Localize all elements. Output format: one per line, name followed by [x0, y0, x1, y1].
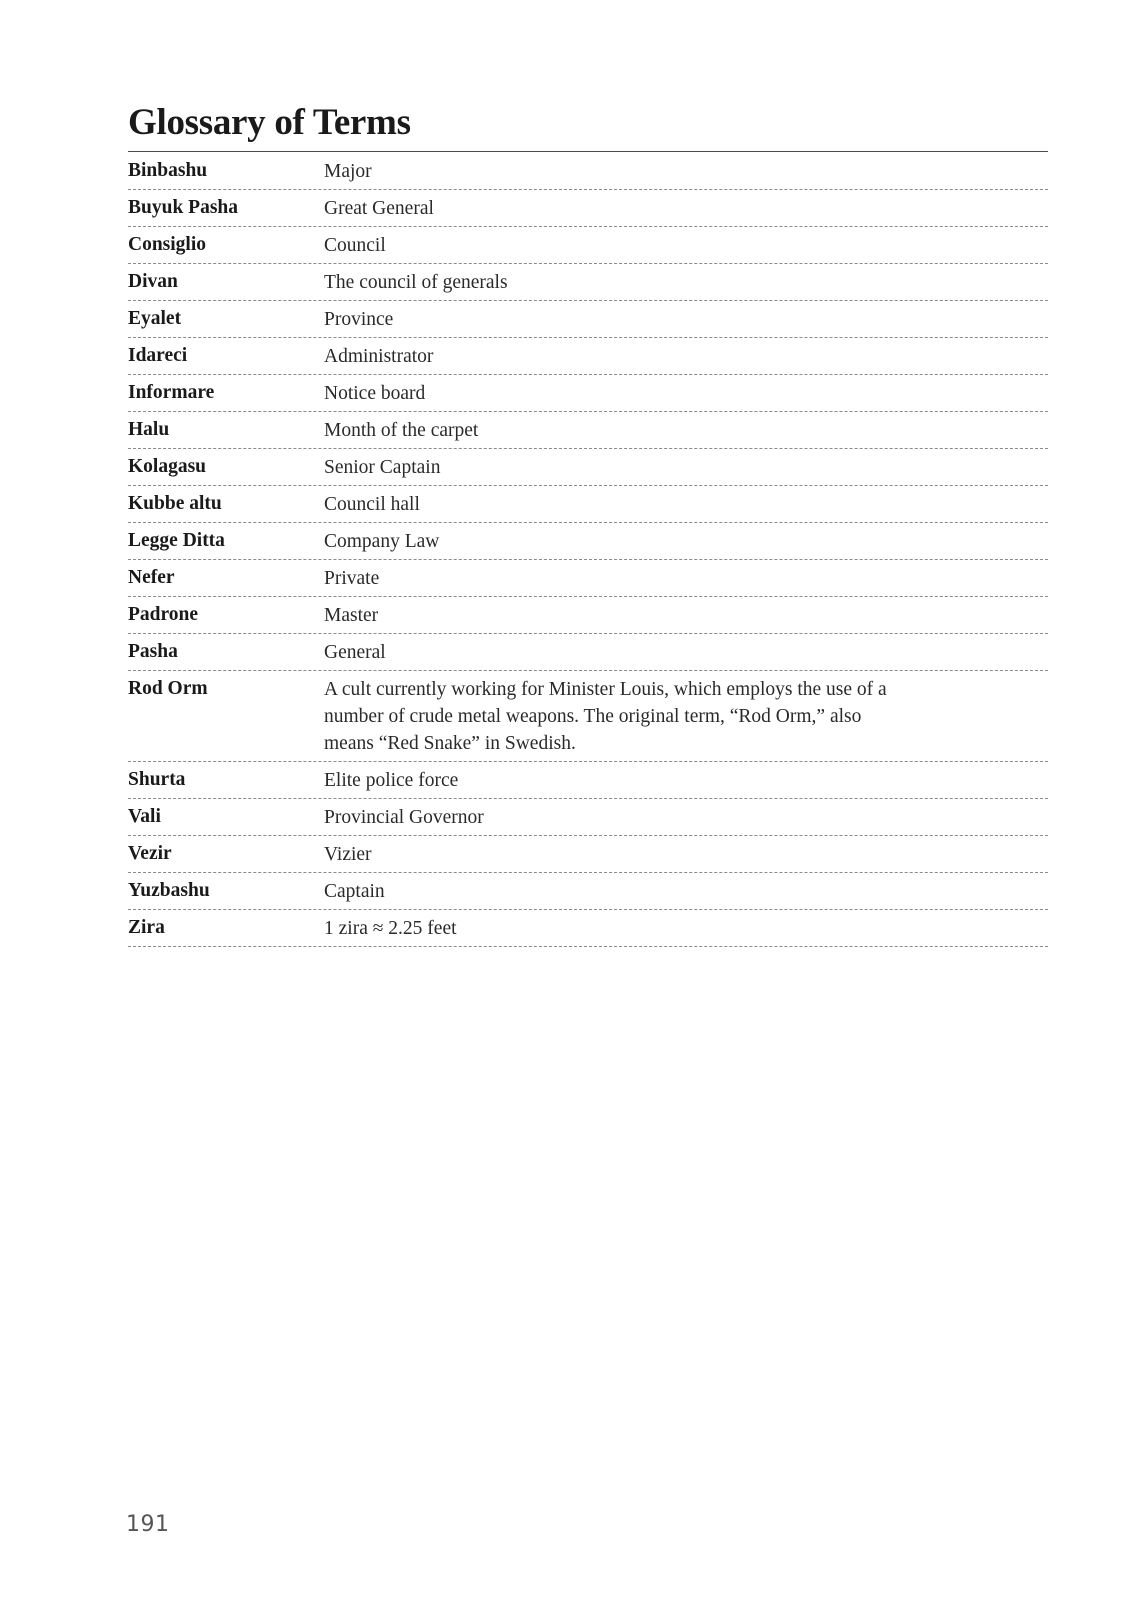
- glossary-definition: Company Law: [324, 530, 440, 552]
- glossary-row: [128, 799, 1048, 836]
- glossary-row: [128, 762, 1048, 799]
- glossary-row: [128, 560, 1048, 597]
- glossary-row: [128, 597, 1048, 634]
- glossary-definition: A cult currently working for Minister Louis, which employs the use of a number of crude metal weapons. The original term, “Rod Orm,” also means “Red Snake” in Swedish.: [324, 678, 887, 754]
- glossary-row: [128, 671, 1048, 762]
- glossary-definition: The council of generals: [324, 271, 508, 293]
- glossary-term: Divan: [128, 271, 178, 292]
- glossary-row: [128, 836, 1048, 873]
- glossary-row: [128, 190, 1048, 227]
- glossary-definition: General: [324, 641, 386, 663]
- glossary-row: [128, 227, 1048, 264]
- glossary-table: [128, 153, 1048, 947]
- glossary-term: Nefer: [128, 567, 175, 588]
- glossary-term: Vali: [128, 806, 161, 827]
- glossary-row: [128, 412, 1048, 449]
- glossary-term: Buyuk Pasha: [128, 197, 239, 218]
- glossary-definition: Vizier: [324, 843, 372, 865]
- glossary-definition: Elite police force: [324, 769, 459, 791]
- glossary-term: Padrone: [128, 604, 199, 625]
- glossary-row: [128, 634, 1048, 671]
- glossary-definition: Great General: [324, 197, 434, 219]
- page-number: 191: [126, 1512, 170, 1537]
- glossary-term: Pasha: [128, 641, 178, 662]
- glossary-row: [128, 910, 1048, 947]
- glossary-definition: 1 zira ≈ 2.25 feet: [324, 917, 457, 939]
- glossary-term: Kolagasu: [128, 456, 207, 477]
- glossary-term: Rod Orm: [128, 678, 208, 699]
- glossary-row: [128, 301, 1048, 338]
- glossary-term: Zira: [128, 917, 165, 938]
- glossary-row: [128, 449, 1048, 486]
- glossary-term: Informare: [128, 382, 215, 403]
- glossary-row: [128, 375, 1048, 412]
- glossary-row: [128, 873, 1048, 910]
- glossary-term: Legge Ditta: [128, 530, 225, 551]
- glossary-definition: Master: [324, 604, 379, 626]
- glossary-definition: Provincial Governor: [324, 806, 484, 828]
- title-divider: [128, 151, 1048, 152]
- glossary-definition: Notice board: [324, 382, 426, 404]
- glossary-definition: Council hall: [324, 493, 420, 515]
- glossary-row: [128, 486, 1048, 523]
- glossary-term: Binbashu: [128, 160, 208, 181]
- glossary-term: Eyalet: [128, 308, 182, 329]
- glossary-row: [128, 264, 1048, 301]
- glossary-definition: Month of the carpet: [324, 419, 479, 441]
- glossary-definition: Major: [324, 160, 372, 182]
- glossary-term: Halu: [128, 419, 170, 440]
- glossary-definition: Administrator: [324, 345, 434, 367]
- glossary-row: [128, 338, 1048, 375]
- glossary-term: Shurta: [128, 769, 186, 790]
- glossary-term: Yuzbashu: [128, 880, 210, 901]
- glossary-term: Kubbe altu: [128, 493, 222, 514]
- glossary-term: Idareci: [128, 345, 188, 366]
- glossary-definition: Province: [324, 308, 394, 330]
- glossary-definition: Private: [324, 567, 380, 589]
- glossary-term: Vezir: [128, 843, 172, 864]
- glossary-definition: Senior Captain: [324, 456, 441, 478]
- page-title: Glossary of Terms: [128, 102, 411, 143]
- glossary-definition: Council: [324, 234, 386, 256]
- glossary-term: Consiglio: [128, 234, 207, 255]
- glossary-row: [128, 153, 1048, 190]
- glossary-row: [128, 523, 1048, 560]
- glossary-definition: Captain: [324, 880, 385, 902]
